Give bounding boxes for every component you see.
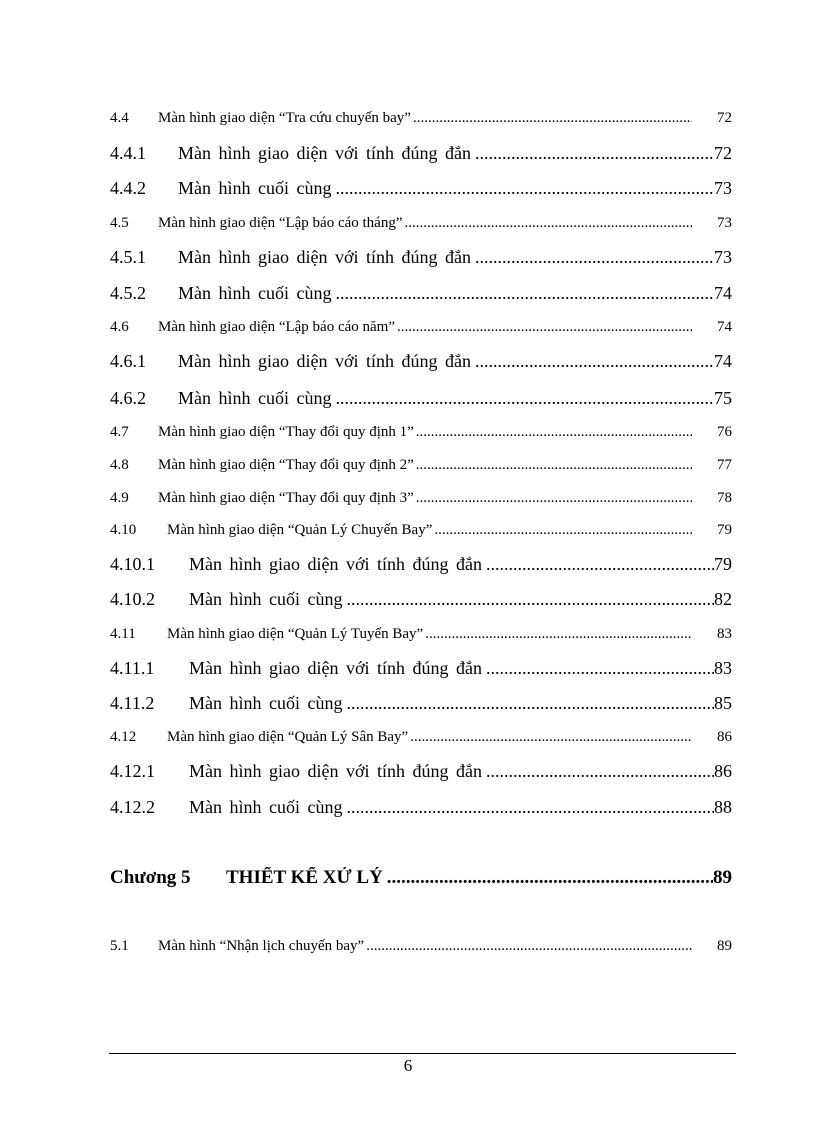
toc-entry-4-12[interactable] [110, 729, 732, 746]
toc-entry-page: 73 [714, 178, 732, 198]
toc-entry-4-7[interactable] [110, 424, 732, 441]
toc-entry-page: 86 [714, 761, 732, 781]
toc-entry-page: 78 [717, 490, 732, 506]
toc-entry-page: 85 [714, 693, 732, 713]
dot-leader [387, 867, 713, 889]
toc-entry-number: 4.4 [110, 110, 129, 126]
toc-entry-title: Màn hình giao diện với tính đúng đắn [189, 761, 482, 781]
toc-entry-4-9[interactable] [110, 490, 732, 507]
toc-entry-title: Màn hình giao diện “Thay đổi quy định 2” [158, 457, 414, 473]
toc-entry-4-10[interactable] [110, 522, 732, 539]
toc-entry-number: 4.5 [110, 215, 129, 231]
dot-leader [335, 283, 714, 304]
toc-entry-number: 4.10.2 [110, 589, 155, 609]
toc-entry-4-12-1[interactable] [110, 761, 732, 782]
toc-entry-page: 88 [714, 797, 732, 817]
toc-entry-page: 79 [714, 554, 732, 574]
toc-entry-number: 4.4.2 [110, 178, 146, 198]
toc-entry-number: 4.12 [110, 729, 137, 745]
dot-leader [346, 693, 714, 714]
toc-entry-number: 4.11 [110, 626, 136, 642]
toc-entry-page: 74 [717, 319, 732, 335]
toc-entry-4-5-2[interactable] [110, 283, 732, 304]
dot-leader [475, 143, 714, 164]
toc-entry-title: Màn hình giao diện “Quản Lý Tuyến Bay” [167, 626, 424, 642]
toc-entry-4-5-1[interactable] [110, 247, 732, 268]
toc-entry-4-6[interactable] [110, 319, 732, 336]
dot-leader [346, 589, 714, 610]
toc-entry-number: 4.12.2 [110, 797, 155, 817]
dot-leader [425, 626, 692, 643]
dot-leader [366, 938, 692, 955]
toc-entry-page: 73 [714, 247, 732, 267]
toc-entry-page: 86 [717, 729, 732, 745]
toc-entry-4-6-2[interactable] [110, 388, 732, 409]
toc-entry-4-10-2[interactable] [110, 589, 732, 610]
toc-entry-number: 4.12.1 [110, 761, 155, 781]
toc-entry-number: 4.6.2 [110, 388, 146, 408]
toc-entry-title: Màn hình “Nhận lịch chuyến bay” [158, 938, 365, 954]
toc-entry-page: 75 [714, 388, 732, 408]
toc-entry-title: Màn hình cuối cùng [189, 797, 343, 817]
dot-leader [475, 247, 714, 268]
toc-entry-title: Màn hình cuối cùng [178, 283, 332, 303]
toc-entry-page: 76 [717, 424, 732, 440]
toc-entry-number: 4.9 [110, 490, 129, 506]
toc-entry-number: 4.11.2 [110, 693, 155, 713]
dot-leader [416, 424, 692, 441]
toc-entry-number: 4.4.1 [110, 143, 146, 163]
toc-entry-4-5[interactable] [110, 215, 732, 232]
toc-entry-4-4-2[interactable] [110, 178, 732, 199]
dot-leader [335, 178, 714, 199]
toc-entry-4-11-2[interactable] [110, 693, 732, 714]
dot-leader [475, 351, 714, 372]
dot-leader [413, 110, 692, 127]
toc-entry-title: Màn hình giao diện “Lập báo cáo tháng” [158, 215, 403, 231]
toc-entry-page: 72 [717, 110, 732, 126]
toc-entry-4-12-2[interactable] [110, 797, 732, 818]
toc-entry-page: 82 [714, 589, 732, 609]
toc-entry-title: Màn hình cuối cùng [189, 693, 343, 713]
toc-entry-title: Màn hình giao diện “Tra cứu chuyến bay” [158, 110, 411, 126]
toc-entry-page: 73 [717, 215, 732, 231]
toc-entry-title: Màn hình giao diện với tính đúng đắn [189, 554, 482, 574]
dot-leader [397, 319, 692, 336]
toc-chapter-title: THIẾT KẾ XỬ LÝ [226, 867, 383, 888]
dot-leader [405, 215, 693, 232]
dot-leader [486, 554, 714, 575]
toc-entry-title: Màn hình giao diện với tính đúng đắn [178, 247, 471, 267]
toc-chapter-number: Chương 5 [110, 867, 191, 888]
toc-entry-4-6-1[interactable] [110, 351, 732, 372]
dot-leader [486, 761, 714, 782]
page-number: 6 [403, 1056, 413, 1075]
dot-leader [416, 490, 692, 507]
toc-entry-page: 83 [717, 626, 732, 642]
dot-leader [486, 658, 714, 679]
dot-leader [335, 388, 714, 409]
toc-entry-number: 4.6 [110, 319, 129, 335]
toc-chapter-5[interactable] [110, 867, 732, 889]
dot-leader [434, 522, 692, 539]
toc-entry-5-1[interactable] [110, 938, 732, 955]
toc-entry-number: 5.1 [110, 938, 129, 954]
toc-entry-page: 74 [714, 351, 732, 371]
footer-divider [109, 1053, 736, 1054]
toc-entry-number: 4.6.1 [110, 351, 146, 371]
toc-entry-title: Màn hình cuối cùng [178, 178, 332, 198]
toc-entry-page: 79 [717, 522, 732, 538]
toc-entry-title: Màn hình giao diện “Thay đổi quy định 1” [158, 424, 414, 440]
toc-entry-number: 4.10 [110, 522, 137, 538]
toc-chapter-page: 89 [713, 867, 732, 888]
toc-entry-title: Màn hình giao diện với tính đúng đắn [178, 351, 471, 371]
toc-entry-page: 89 [717, 938, 732, 954]
dot-leader [410, 729, 692, 746]
toc-entry-number: 4.11.1 [110, 658, 155, 678]
toc-entry-number: 4.10.1 [110, 554, 155, 574]
toc-entry-4-4[interactable] [110, 110, 732, 127]
dot-leader [416, 457, 692, 474]
toc-entry-title: Màn hình giao diện “Thay đổi quy định 3” [158, 490, 414, 506]
toc-entry-title: Màn hình giao diện với tính đúng đắn [178, 143, 471, 163]
toc-entry-4-10-1[interactable] [110, 554, 732, 575]
toc-entry-page: 77 [717, 457, 732, 473]
toc-entry-page: 83 [714, 658, 732, 678]
toc-entry-title: Màn hình giao diện với tính đúng đắn [189, 658, 482, 678]
toc-entry-title: Màn hình cuối cùng [178, 388, 332, 408]
toc-entry-4-11-1[interactable] [110, 658, 732, 679]
toc-entry-number: 4.7 [110, 424, 129, 440]
toc-entry-title: Màn hình giao diện “Quản Lý Chuyến Bay” [167, 522, 433, 538]
toc-entry-title: Màn hình cuối cùng [189, 589, 343, 609]
toc-entry-page: 74 [714, 283, 732, 303]
toc-entry-4-11[interactable] [110, 626, 732, 643]
toc-entry-title: Màn hình giao diện “Lập báo cáo năm” [158, 319, 395, 335]
toc-entry-4-8[interactable] [110, 457, 732, 474]
toc-entry-number: 4.8 [110, 457, 129, 473]
toc-entry-page: 72 [714, 143, 732, 163]
toc-entry-number: 4.5.1 [110, 247, 146, 267]
toc-entry-4-4-1[interactable] [110, 143, 732, 164]
table-of-contents [110, 0, 732, 1123]
toc-entry-title: Màn hình giao diện “Quản Lý Sân Bay” [167, 729, 409, 745]
dot-leader [346, 797, 714, 818]
toc-entry-number: 4.5.2 [110, 283, 146, 303]
